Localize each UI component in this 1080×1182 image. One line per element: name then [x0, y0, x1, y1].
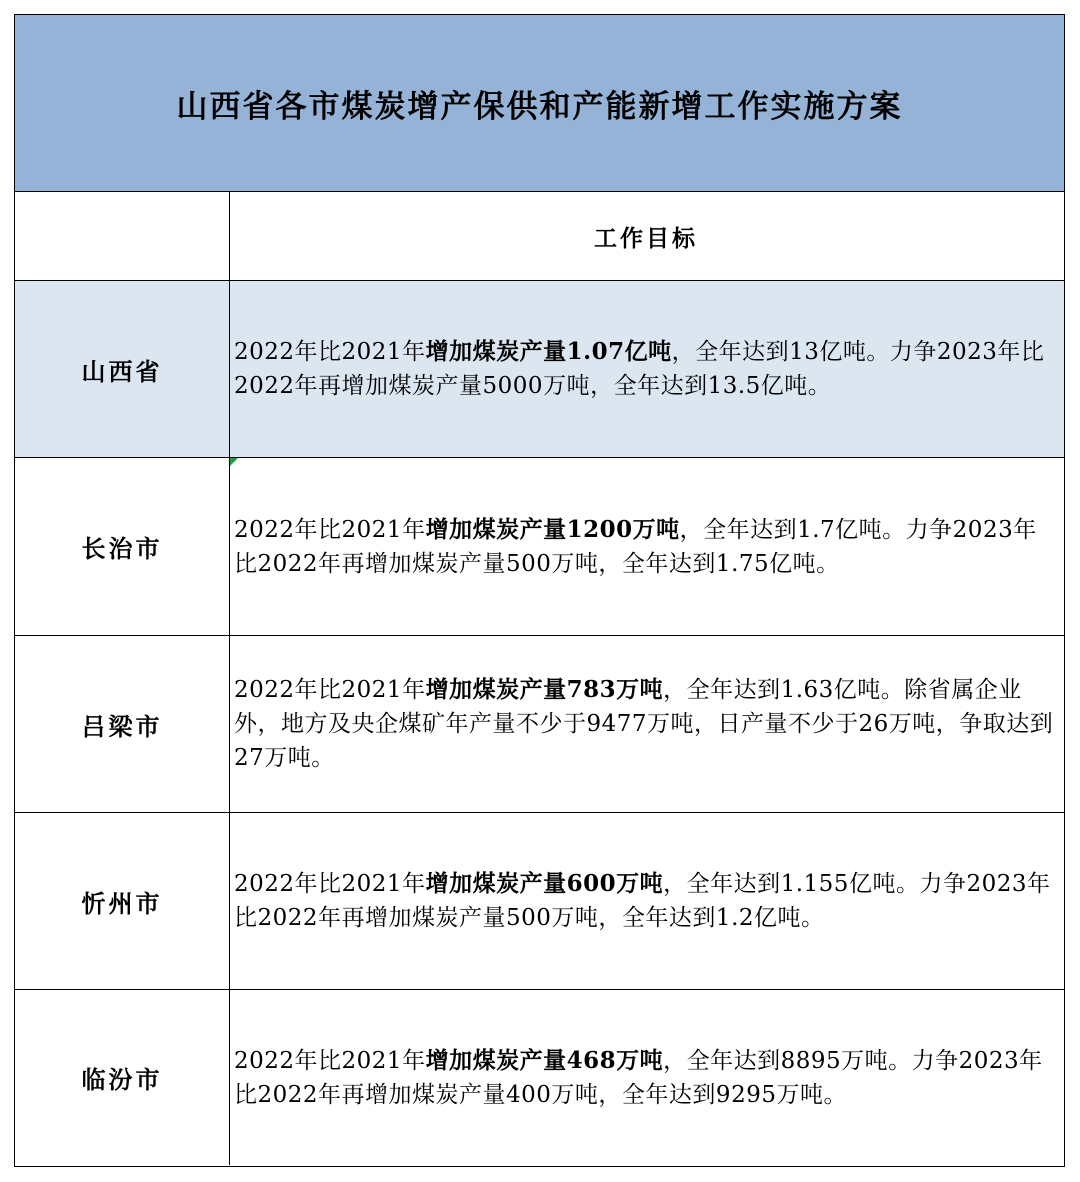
goal-post: ，全年达到13亿吨。力争2023年比2022年再增加煤炭产量5000万吨，全年达到13.5亿吨。	[234, 339, 1045, 399]
goal-post: ，全年达到1.63亿吨。除省属企业外，地方及央企煤矿年产量不少于9477万吨，日产量不少于26万吨，争取达到27万吨。	[234, 677, 1054, 771]
region-cell: 吕梁市	[15, 636, 230, 812]
coal-plan-table	[14, 14, 1065, 1167]
goal-bold: 增加煤炭产量600万吨	[425, 870, 664, 897]
goal-text	[234, 1044, 1058, 1112]
goal-text	[234, 513, 1058, 581]
header-row	[15, 192, 1064, 281]
region-cell: 忻州市	[15, 813, 230, 989]
goal-pre: 2022年比2021年	[234, 1047, 426, 1074]
goal-pre: 2022年比2021年	[234, 516, 426, 543]
goal-post: ，全年达到1.7亿吨。力争2023年比2022年再增加煤炭产量500万吨，全年达到1.75亿吨。	[234, 516, 1037, 577]
table-row-xinzhou	[15, 813, 1064, 990]
table-row-lvliang	[15, 636, 1064, 813]
goal-bold: 增加煤炭产量1.07亿吨	[425, 338, 672, 365]
region-cell: 临汾市	[15, 990, 230, 1165]
goal-text	[234, 867, 1058, 935]
goal-cell	[230, 636, 1064, 812]
table-row-linfen	[15, 990, 1064, 1165]
goal-cell	[230, 458, 1064, 635]
region-cell: 长治市	[15, 458, 230, 635]
goal-text	[234, 673, 1058, 775]
table-row-changzhi	[15, 458, 1064, 636]
goal-pre: 2022年比2021年	[234, 677, 426, 703]
table-title: 山西省各市煤炭增产保供和产能新增工作实施方案	[176, 88, 903, 125]
goal-cell	[230, 990, 1064, 1165]
goal-cell	[230, 281, 1064, 457]
goal-post: ，全年达到1.155亿吨。力争2023年比2022年再增加煤炭产量500万吨，全年达到1.2亿吨。	[234, 871, 1051, 931]
goal-bold: 增加煤炭产量783万吨	[425, 676, 664, 703]
header-left-cell	[15, 192, 230, 280]
goal-pre: 2022年比2021年	[234, 871, 426, 897]
region-cell: 山西省	[15, 281, 230, 457]
cell-comment-marker	[230, 458, 238, 466]
header-work-goal: 工作目标	[594, 224, 698, 252]
title-row	[15, 15, 1064, 192]
goal-text	[234, 335, 1058, 403]
header-right-cell	[230, 192, 1064, 280]
goal-bold: 增加煤炭产量1200万吨	[425, 515, 680, 543]
goal-post: ，全年达到8895万吨。力争2023年比2022年再增加煤炭产量400万吨，全年达到9295万吨。	[234, 1047, 1043, 1108]
table-row-shanxi	[15, 281, 1064, 458]
goal-pre: 2022年比2021年	[234, 339, 426, 365]
goal-bold: 增加煤炭产量468万吨	[425, 1046, 664, 1074]
goal-cell	[230, 813, 1064, 989]
